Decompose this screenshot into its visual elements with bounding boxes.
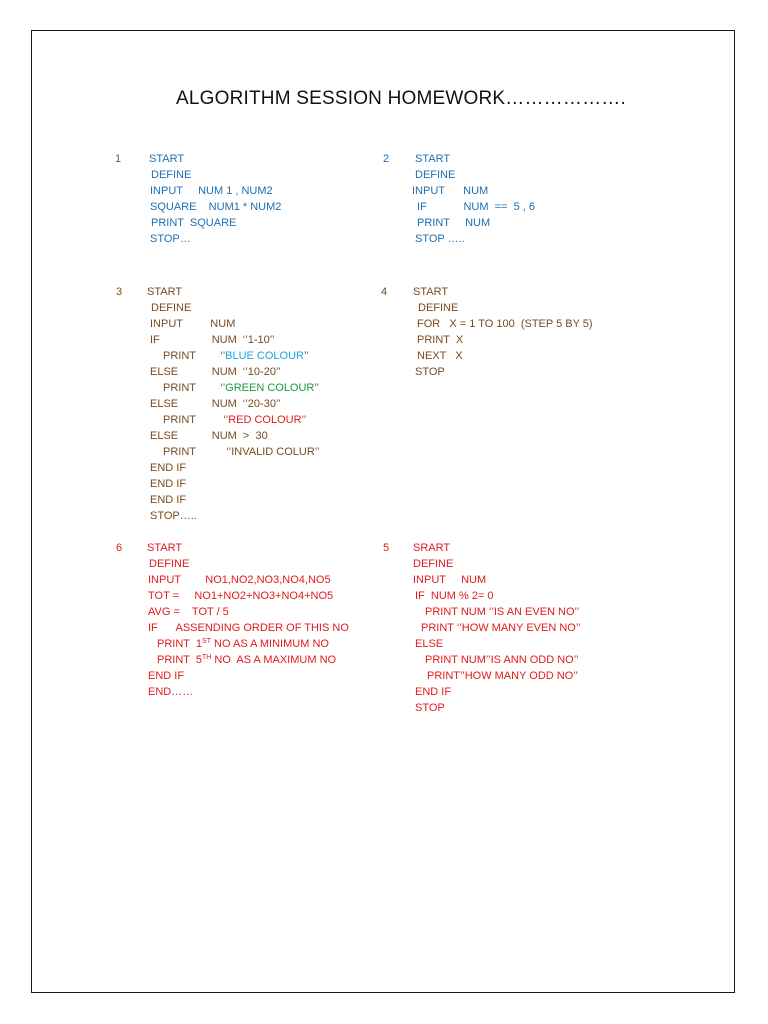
algorithm-line: DEFINE (151, 302, 192, 314)
algorithm-line: END IF (150, 478, 187, 490)
algorithm-line: END IF (150, 462, 187, 474)
algorithm-line: STOP ….. (415, 233, 465, 245)
problem-number: 3 (116, 286, 123, 298)
algorithm-line: IF ASSENDING ORDER OF THIS NO (148, 622, 349, 634)
algorithm-line: IF NUM == 5 , 6 (417, 201, 535, 213)
algorithm-line: INPUT NUM (150, 318, 236, 330)
algorithm-line: DEFINE (151, 169, 192, 181)
algorithm-line: END…… (148, 686, 194, 698)
algorithm-line: ELSE NUM > 30 (150, 430, 268, 442)
problem-number: 2 (383, 153, 390, 165)
algorithm-line: ELSE NUM ‘’10-20’’ (150, 366, 281, 378)
algorithm-line: PRINT ‘’INVALID COLUR’’ (163, 446, 320, 458)
algorithm-line: START (149, 153, 185, 165)
green-colour-text: GREEN COLOUR (225, 382, 315, 394)
problem-number: 6 (116, 542, 123, 554)
algorithm-line: START (147, 286, 183, 298)
algorithm-line: STOP (415, 366, 445, 378)
page-border (31, 30, 735, 993)
algorithm-line: PRINT NUM (417, 217, 491, 229)
algorithm-line: PRINT ‘’GREEN COLOUR’’ (163, 382, 320, 394)
algorithm-line: DEFINE (413, 558, 454, 570)
algorithm-line: END IF (148, 670, 185, 682)
algorithm-line: TOT = NO1+NO2+NO3+NO4+NO5 (148, 590, 334, 602)
algorithm-line: ELSE NUM ‘’20-30’’ (150, 398, 281, 410)
algorithm-line: START (415, 153, 451, 165)
algorithm-line: START (147, 542, 183, 554)
algorithm-line: DEFINE (415, 169, 456, 181)
algorithm-line: PRINT NUM’’IS ANN ODD NO’’ (425, 654, 579, 666)
algorithm-line: DEFINE (418, 302, 459, 314)
algorithm-line: FOR X = 1 TO 100 (STEP 5 BY 5) (417, 318, 593, 330)
algorithm-line: INPUT NO1,NO2,NO3,NO4,NO5 (148, 574, 331, 586)
algorithm-line: INPUT NUM 1 , NUM2 (150, 185, 273, 197)
algorithm-line: PRINT X (417, 334, 464, 346)
page-title: ALGORITHM SESSION HOMEWORK………………. (176, 88, 626, 109)
algorithm-line: PRINT SQUARE (151, 217, 237, 229)
algorithm-line: STOP….. (150, 510, 197, 522)
algorithm-line: END IF (150, 494, 187, 506)
algorithm-line: SQUARE NUM1 * NUM2 (150, 201, 282, 213)
red-colour-text: RED COLOUR (228, 414, 302, 426)
algorithm-line: END IF (415, 686, 452, 698)
problem-number: 4 (381, 286, 388, 298)
problem-number: 1 (115, 153, 122, 165)
algorithm-line: SRART (413, 542, 451, 554)
algorithm-line: ELSE (415, 638, 444, 650)
algorithm-line: DEFINE (149, 558, 190, 570)
problem-number: 5 (383, 542, 390, 554)
algorithm-line: INPUT NUM (413, 574, 487, 586)
algorithm-line: INPUT NUM (412, 185, 489, 197)
algorithm-line: START (413, 286, 449, 298)
algorithm-line: IF NUM ‘’1-10’’ (150, 334, 275, 346)
algorithm-line: PRINT 1ST NO AS A MINIMUM NO (157, 638, 329, 650)
algorithm-line: PRINT NUM ‘’IS AN EVEN NO’’ (425, 606, 580, 618)
algorithm-line: PRINT ‘’RED COLOUR’’ (163, 414, 307, 426)
blue-colour-text: BLUE COLOUR (225, 350, 304, 362)
algorithm-line: STOP (415, 702, 445, 714)
algorithm-line: NEXT X (417, 350, 463, 362)
algorithm-line: STOP… (150, 233, 191, 245)
algorithm-line: AVG = TOT / 5 (148, 606, 229, 618)
algorithm-line: PRINT ‘’BLUE COLOUR’’ (163, 350, 309, 362)
algorithm-line: PRINT’’HOW MANY ODD NO’’ (427, 670, 578, 682)
algorithm-line: IF NUM % 2= 0 (415, 590, 494, 602)
algorithm-line: PRINT ‘’HOW MANY EVEN NO’’ (421, 622, 581, 634)
algorithm-line: PRINT 5TH NO AS A MAXIMUM NO (157, 654, 337, 666)
